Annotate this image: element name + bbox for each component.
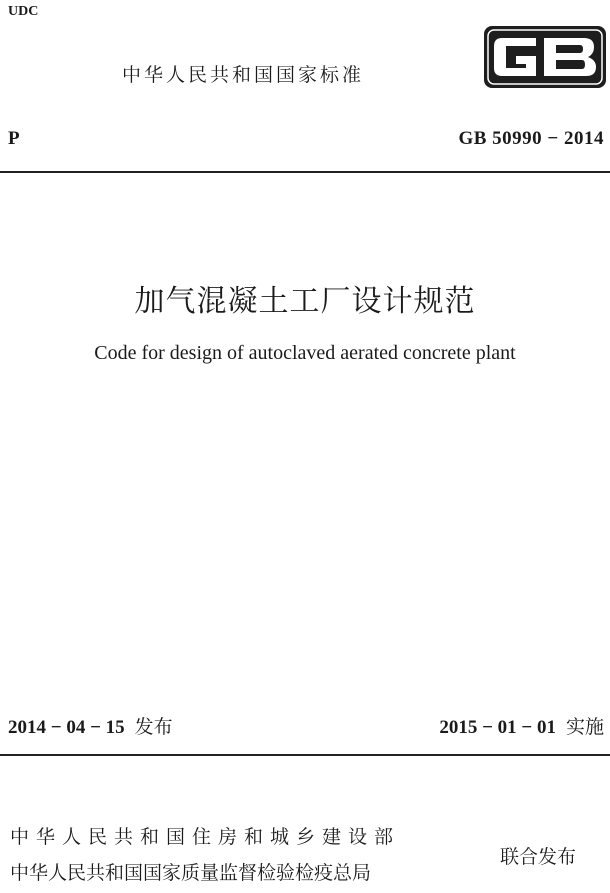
implement-label: 实施: [565, 716, 604, 738]
issue-label: 发布: [134, 716, 173, 738]
udc-label: UDC: [8, 4, 39, 19]
issue-date: 2014 − 04 − 15: [8, 717, 125, 738]
publisher-ministry: 中华人民共和国住房和城乡建设部: [10, 826, 401, 848]
document-title-english: Code for design of autoclaved aerated concrete plant: [94, 342, 516, 364]
implement-date: 2015 − 01 − 01: [439, 717, 556, 738]
bottom-divider: [0, 754, 610, 756]
standard-number: GB 50990 − 2014: [458, 128, 604, 149]
publisher-aqsiq: 中华人民共和国国家质量监督检验检疫总局: [10, 862, 372, 884]
joint-issue-label: 联合发布: [500, 846, 577, 868]
document-title-chinese: 加气混凝土工厂设计规范: [134, 284, 476, 319]
top-divider: [0, 171, 610, 173]
national-standard-heading: 中华人民共和国国家标准: [122, 64, 365, 86]
issue-date-block: [8, 712, 173, 739]
implement-date-block: [439, 712, 604, 739]
classification-code: P: [8, 128, 20, 149]
gb-logo: [484, 26, 606, 88]
